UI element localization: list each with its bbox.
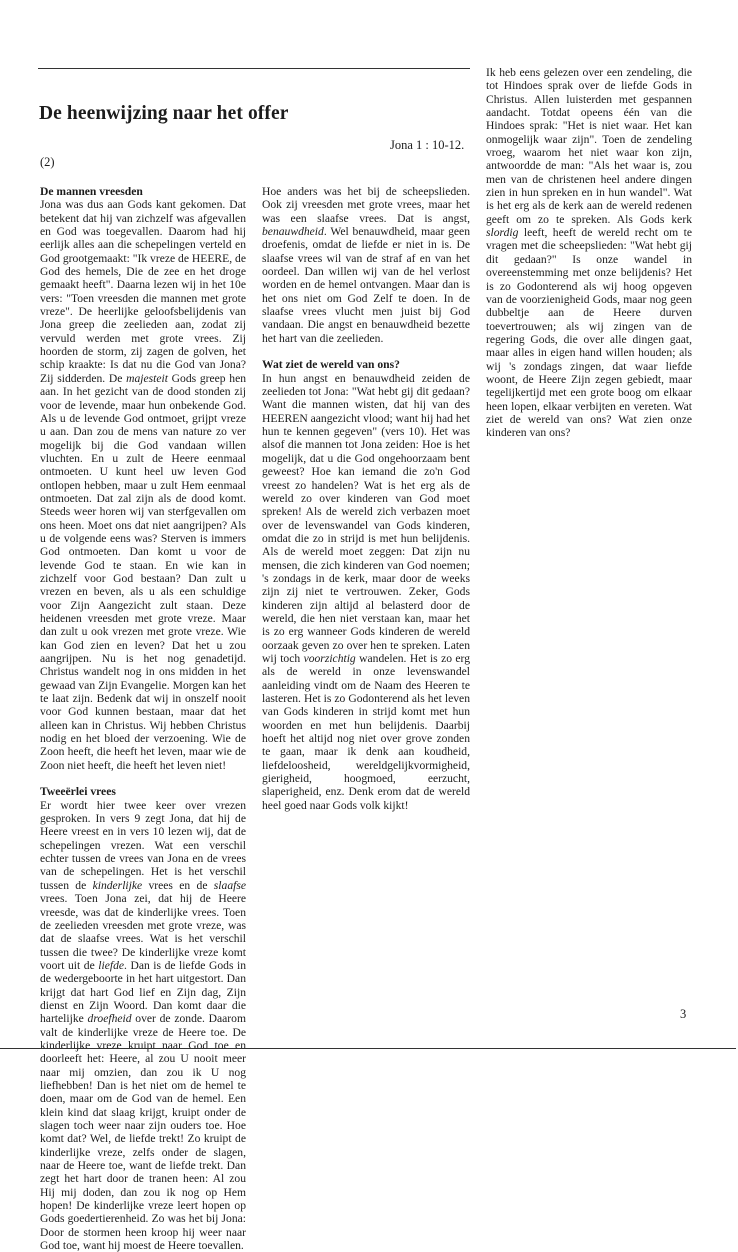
- column-2: [262, 185, 470, 812]
- bottom-rule: [0, 1048, 736, 1049]
- article-title: De heenwijzing naar het offer: [39, 103, 289, 124]
- page-number: 3: [680, 1007, 687, 1021]
- section-heading-men-feared: De mannen vreesden: [40, 185, 143, 198]
- column-3: [486, 66, 692, 440]
- paragraph: Jona was dus aan Gods kant gekomen. Dat betekent dat hij van zichzelf was afgevallen en God was toegevallen. Daarom had hij eerlijk alles aan die schepelingen verteld en God grootgemaakt: "Ik vreze de HEERE, de God des hemels, Die de zee en het droge gemaakt heeft". Daarna lezen wij in het 10e vers: "Toen vreesden die mannen met grote vreze". De heerlijke geloofsbelijdenis van Jona greep die zeelieden aan, zodat zij vervuld werden met grote vrees. Zij hoorden de storm, zij zagen de golven, het schip kraakte: Is dat nu die God van Jona? Zij sidderden. De majesteit Gods greep hen aan. In het gezicht van de dood stonden zij voor de levende, maar hun onbekende God. Als u de levende God ontmoet, grijpt vreze u aan. Dan zou de mens van nature zo ver mogelijk bij die God vandaan willen vluchten. En u zult de Heere eenmaal ontmoeten. U kunt heel uw leven God ontlopen hebben, maar u zult Hem eenmaal ontmoeten. Dat zal zijn als de dood komt. Steeds weer horen wij van sterfgevallen om ons heen. Moet ons dat niet aangrijpen? Als u de volgende eens was? Sterven is immers God ontmoeten. Dan komt u voor de levende God te staan. En wie kan in zichzelf voor God bestaan? Dan zult u vrezen en beven, als u als een schuldige voor Zijn Aangezicht zult staan. Deze heidenen vreesden met grote vreze. Maar dan zult u ook vrezen met grote vreze. Wie kan God zien en leven? Dat het u zou aangrijpen. Nu is het nog genadetijd. Christus wandelt nog in ons midden in het gewaad van Zijn Evangelie. Morgen kan het te laat zijn. Bedenk dat wij in onszelf nooit voor God kunnen bestaan, maar dat het alleen kan in Christus. Wij hebben Christus nodig en het bloed der verzoening. Wie de Zoon heeft, die heeft het leven, maar wie de Zoon niet heeft, die heeft het leven niet!: [40, 198, 247, 772]
- paragraph: Hoe anders was het bij de scheepslieden. Ook zij vreesden met grote vrees, maar het was een slaafse vrees. Dat is angst, benauwdheid. Wel benauwdheid, maar geen droefenis, omdat de liefde er niet in is. De slaafse vrees wil van de straf af en van het oordeel. Dan willen wij van de hel verlost worden en de hemel ontvangen. Maar dan is het ons niet om God Zelf te doen. In de slaafse vrees vlucht men juist bij God vandaan. Die angst en benauwdheid bezette het hart van die zeelieden.: [262, 185, 470, 345]
- paragraph: In hun angst en benauwdheid zeiden de zeelieden tot Jona: "Wat hebt gij dit gedaan? Want die mannen wisten, dat hij van des HEEREN aangezicht vlood; want hij had het hun te kennen gegeven" (vers 10). Het was alsof die mannen tot Jona zeiden: Hoe is het mogelijk, dat u die God ongehoorzaam bent geweest? Hoe kan iemand die zo'n God vreest zo handelen? Wat is het erg als de wereld zo over kinderen van God moet spreken! Als de wereld zich verbazen moet over de levenswandel van Gods kinderen, omdat die zo in strijd is met hun belijdenis. Als de wereld moet zeggen: Dat zijn nu mensen, die zich kinderen van God noemen; 's zondags in de kerk, maar door de weeks zijn zij niet te vertrouwen. Zeker, Gods kinderen zijn altijd al belasterd door de wereld, die hen niet verstaan kan, maar het is zo erg wanneer Gods kinderen de wereld oorzaak geven zo over hen te spreken. Laten wij toch voorzichtig wandelen. Het is zo erg als de wereld in onze levenswandel aanleiding vindt om de Naam des Heeren te lasteren. Het is zo Godonterend als het leven van Gods kinderen in strijd komt met hun woorden en met hun belijdenis. Daarbij hoeft het altijd nog niet over grove zonden te gaan, maar ik denk aan koudheid, liefdeloosheid, wereldgelijkvormigheid, gierigheid, hoogmoed, eerzucht, slaperigheid, enz. Denk erom dat de wereld heel goed naar Gods volk kijkt!: [262, 371, 470, 812]
- paragraph: Ik heb eens gelezen over een zendeling, die tot Hindoes sprak over de liefde Gods in Christus. Allen luisterden met gespannen aandacht. Totdat opeens één van die Hindoes sprak: "Het is niet waar. Het kan onmogelijk waar zijn". Toen de zendeling vroeg, waarom het niet waar kon zijn, antwoordde de man: "Als het waar is, zou men van de christenen heel andere dingen zien in hun spreken en in hun wandel". Wat is het erg als de kerk aan de wereld redenen geeft om zo te spreken. Als Gods kerk slordig leeft, heeft de wereld recht om te vragen met die scheepslieden: "Wat hebt gij dit gedaan?" Is onze wandel in overeenstemming met onze belijdenis? Het is zo Godonterend als wij hoog opgeven van de voorzienigheid Gods, maar nog geen dubbeltje aan de Heere durven toevertrouwen; als wij zingen van de regering Gods, die over alle dingen gaat, maar alles in eigen hand willen houden; als wij 's zondags zingen, dat waar liefde woont, de Heere Zijn zegen gebiedt, maar tegelijkertijd met een grote boog om elkaar heen lopen, elkaar verbijten en vereten. Wat ziet de wereld van ons? Wat zien onze kinderen van ons?: [486, 66, 692, 440]
- top-rule: [38, 68, 470, 69]
- part-number: (2): [40, 155, 55, 169]
- section-heading-what-world-sees: Wat ziet de wereld van ons?: [262, 358, 400, 372]
- section-heading-two-fears: Tweeërlei vrees: [40, 785, 116, 799]
- scripture-reference: Jona 1 : 10-12.: [390, 138, 465, 152]
- column-1: [40, 185, 246, 1252]
- paragraph: Er wordt hier twee keer over vrezen gesproken. In vers 9 zegt Jona, dat hij de Heere vreest en in vers 10 lezen wij, dat de schepelingen vrezen. Wat een verschil echter tussen de vrees van Jona en de vrees van de schepelingen. Het is het verschil tussen de kinderlijke vrees en de slaafse vrees. Toen Jona zei, dat hij de Heere vreesde, was dat de kinderlijke vrees. Toen de zeelieden vreesden met grote vreze, was dat de slaafse vrees. Wat is het verschil tussen die twee? De kinderlijke vreze komt voort uit de liefde. Dan is de liefde Gods in de wedergeboorte in het hart uitgestort. Dan krijgt dat hart God lief en Zijn dag, Zijn dienst en Zijn Woord. Dan komt daar die hartelijke droefheid over de zonde. Daarom valt de kinderlijke vreze de Heere toe. De kinderlijke vreze kruipt naar God toe en doorleeft het: Heere, al zou U nooit meer naar mij omzien, dan zou ik U nog liefhebben! Dan is het niet om de hemel te doen, maar om de God van de hemel. Een klein kind dat slaag krijgt, kruipt onder de slagen toch weer naar zijn ouders toe. Hoe komt dat? Wel, de liefde trekt! Zo kruipt de kinderlijke vreze, zelfs onder de slagen, naar de Heere toe, want de liefde trekt. Dan zegt het hart door de tranen heen: Al zou Hij mij doden, dan zou ik nog op Hem hopen! De kinderlijke vreze leert hopen op Gods goedertierenheid. Zo was het bij Jona: Door de stormen heen kroop hij weer naar God toe, want hij moest de Heere toevallen.: [40, 798, 247, 1252]
